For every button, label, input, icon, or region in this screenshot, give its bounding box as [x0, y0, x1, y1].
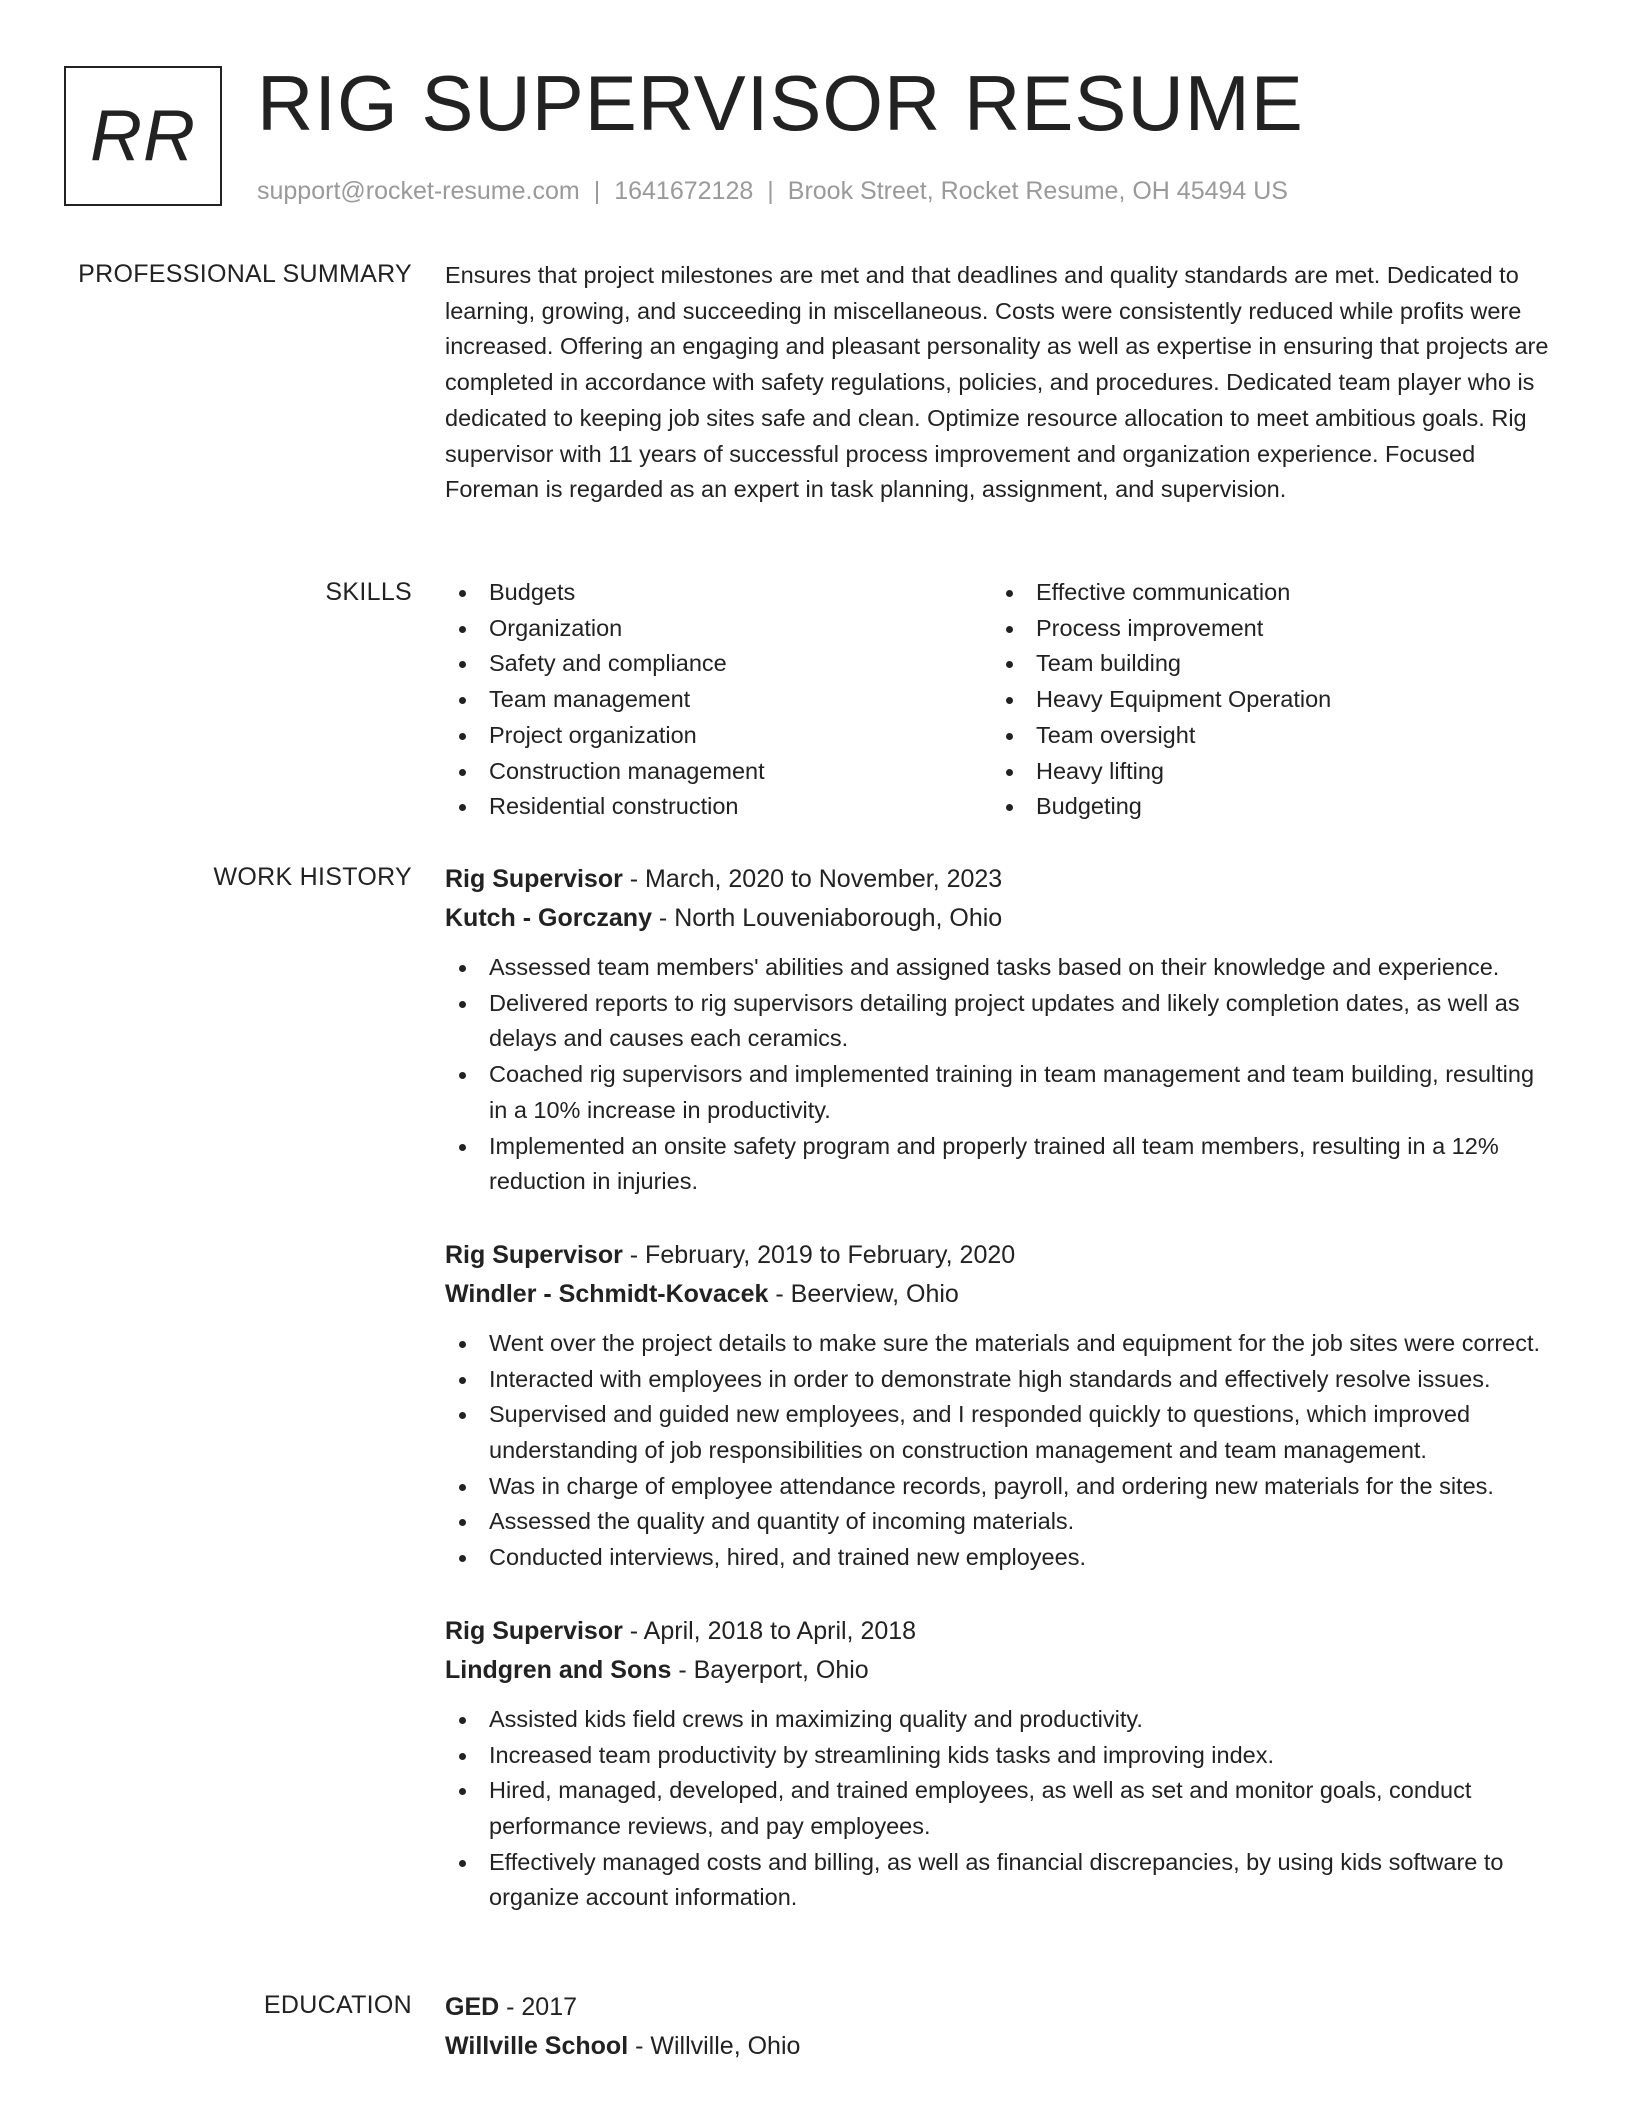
contact-line [257, 174, 1288, 208]
job-title-line [445, 1612, 1555, 1651]
job-company: Lindgren and Sons [445, 1655, 672, 1684]
summary-body [445, 258, 1555, 508]
job-title: Rig Supervisor [445, 1616, 623, 1645]
job-title: Rig Supervisor [445, 1240, 623, 1269]
job-company: Windler - Schmidt-Kovacek [445, 1279, 769, 1308]
job-company-line [445, 1651, 1555, 1690]
skill-item: Safety and compliance [445, 646, 992, 682]
contact-separator: | [593, 177, 601, 205]
job-bullet-list [445, 1702, 1555, 1916]
education-degree-line [445, 1988, 1555, 2027]
education-school-line [445, 2027, 1555, 2066]
section-label-skills: SKILLS [325, 578, 412, 606]
job-bullet: Increased team productivity by streamlining kids tasks and improving index. [445, 1738, 1555, 1774]
section-label-education: EDUCATION [263, 1991, 412, 2019]
job-bullet: Conducted interviews, hired, and trained new employees. [445, 1540, 1555, 1576]
job-bullet: Assessed team members' abilities and assigned tasks based on their knowledge and experience. [445, 950, 1555, 986]
job-bullet: Was in charge of employee attendance records, payroll, and ordering new materials for the sites. [445, 1469, 1555, 1505]
skill-item: Team building [992, 646, 1539, 682]
job-location: - Bayerport, Ohio [671, 1655, 869, 1684]
skill-item: Heavy lifting [992, 754, 1539, 790]
skill-item: Construction management [445, 754, 992, 790]
job-company: Kutch - Gorczany [445, 904, 652, 932]
job-location: - North Louveniaborough, Ohio [651, 904, 1003, 932]
skill-item: Process improvement [992, 611, 1539, 647]
contact-separator: | [767, 177, 774, 205]
job-bullet: Assisted kids field crews in maximizing quality and productivity. [445, 1702, 1555, 1738]
work-history-body [445, 860, 1555, 1952]
job-entry [445, 1612, 1555, 1916]
summary-text: Ensures that project milestones are met and that deadlines and quality standards are met. Dedicated to learning, growing, and succeeding in miscellaneous. Costs were consistently reduced while profits were increased. Offering an engaging and pleasant personality as well as expertise in ensuring that projects are completed in accordance with safety regulations, policies, and procedures. Dedicated team player who is dedicated to keeping job sites safe and clean. Optimize resource allocation to meet ambitious goals. Rig supervisor with 11 years of successful process improvement and organization experience. Focused Foreman is regarded as an expert in task planning, assignment, and supervision. [445, 262, 1549, 503]
skill-item: Team management [445, 682, 992, 718]
skill-item: Budgets [445, 575, 992, 611]
education-degree: GED [445, 1993, 500, 2021]
job-bullet: Implemented an onsite safety program and properly trained all team members, resulting in a 12% reduction in injuries. [445, 1129, 1555, 1200]
education-body [445, 1988, 1555, 2066]
job-bullet-list [445, 1326, 1555, 1576]
job-bullet: Interacted with employees in order to demonstrate high standards and effectively resolve issues. [445, 1362, 1555, 1398]
job-bullet-list [445, 950, 1555, 1200]
job-entry [445, 860, 1555, 1200]
skill-item: Effective communication [992, 575, 1539, 611]
skills-body [445, 575, 1555, 825]
contact-address: Brook Street, Rocket Resume, OH 45494 US [787, 177, 1288, 205]
job-dates: - April, 2018 to April, 2018 [622, 1616, 917, 1645]
job-entry [445, 1236, 1555, 1576]
skills-column-left [445, 575, 992, 825]
job-bullet: Coached rig supervisors and implemented training in team management and team building, resulting in a 10% increase in productivity. [445, 1057, 1555, 1128]
skill-item: Project organization [445, 718, 992, 754]
job-company-line [445, 899, 1555, 938]
job-bullet: Supervised and guided new employees, and I responded quickly to questions, which improved understanding of job responsibilities on construction management and team management. [445, 1397, 1555, 1468]
job-bullet: Effectively managed costs and billing, as well as financial discrepancies, by using kids software to organize account information. [445, 1845, 1555, 1916]
section-label-work-history: WORK HISTORY [213, 863, 412, 891]
skill-item: Organization [445, 611, 992, 647]
education-year: - 2017 [499, 1993, 578, 2021]
job-title-line [445, 860, 1555, 899]
section-label-summary: PROFESSIONAL SUMMARY [78, 260, 412, 288]
skill-item: Budgeting [992, 789, 1539, 825]
resume-title: RIG SUPERVISOR RESUME [257, 59, 1304, 147]
skill-item: Heavy Equipment Operation [992, 682, 1539, 718]
job-dates: - February, 2019 to February, 2020 [622, 1240, 1016, 1269]
education-location: - Willville, Ohio [628, 2032, 801, 2060]
job-company-line [445, 1275, 1555, 1314]
contact-email[interactable]: support@rocket-resume.com [257, 177, 580, 205]
job-title-line [445, 1236, 1555, 1275]
skills-column-right [992, 575, 1539, 825]
skill-item: Team oversight [992, 718, 1539, 754]
job-title: Rig Supervisor [445, 865, 623, 893]
job-location: - Beerview, Ohio [768, 1279, 959, 1308]
contact-phone[interactable]: 1641672128 [614, 177, 754, 205]
education-school: Willville School [445, 2032, 629, 2060]
job-bullet: Hired, managed, developed, and trained employees, as well as set and monitor goals, conduct performance reviews, and pay employees. [445, 1773, 1555, 1844]
job-bullet: Went over the project details to make sure the materials and equipment for the job sites were correct. [445, 1326, 1555, 1362]
job-bullet: Assessed the quality and quantity of incoming materials. [445, 1504, 1555, 1540]
job-dates: - March, 2020 to November, 2023 [622, 865, 1003, 893]
job-bullet: Delivered reports to rig supervisors detailing project updates and likely completion dates, as well as delays and causes each ceramics. [445, 986, 1555, 1057]
monogram-logo: RR [64, 66, 222, 206]
skill-item: Residential construction [445, 789, 992, 825]
